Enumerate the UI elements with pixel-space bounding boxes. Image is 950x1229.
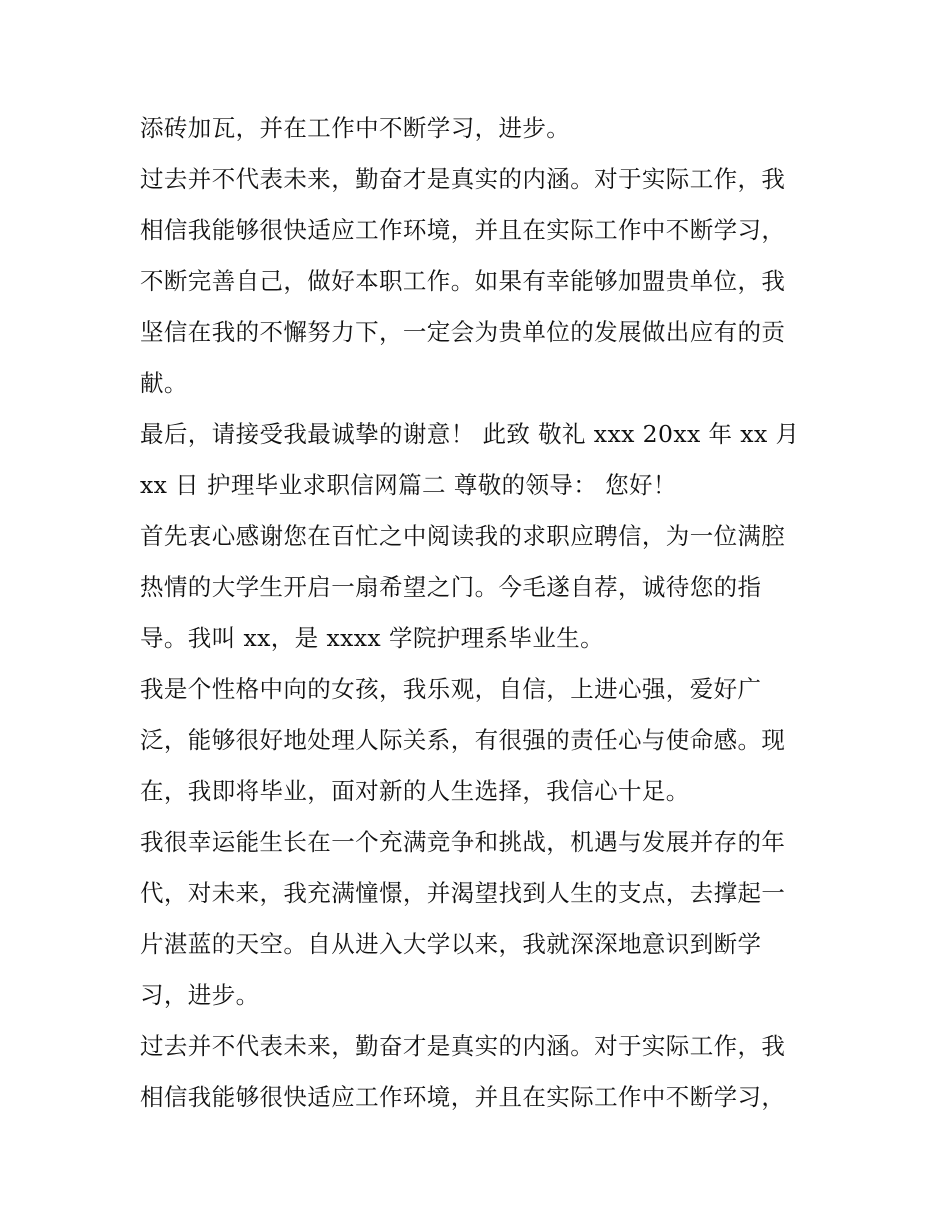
text-line: 我是个性格中向的女孩，我乐观，自信，上进心强，爱好广 <box>140 675 762 703</box>
text-line: 最后，请接受我最诚挚的谢意！ 此致 敬礼 xxx 20xx 年 xx 月 <box>140 420 800 448</box>
text-line: 导。我叫 xx，是 xxxx 学院护理系毕业生。 <box>140 624 605 652</box>
text-line: 首先衷心感谢您在百忙之中阅读我的求职应聘信，为一位满腔 <box>140 522 786 550</box>
text-line: 我很幸运能生长在一个充满竞争和挑战，机遇与发展并存的年 <box>140 828 786 856</box>
document-body <box>140 103 815 1123</box>
text-line: 片湛蓝的天空。自从进入大学以来，我就深深地意识到断学 <box>140 930 762 958</box>
text-line: 添砖加瓦，并在工作中不断学习，进步。 <box>140 114 571 142</box>
text-line: 相信我能够很快适应工作环境，并且在实际工作中不断学习， <box>140 216 786 244</box>
text-line: 泛，能够很好地处理人际关系，有很强的责任心与使命感。现 <box>140 726 786 754</box>
text-line: 习，进步。 <box>140 981 260 1009</box>
text-line: 相信我能够很快适应工作环境，并且在实际工作中不断学习， <box>140 1083 786 1111</box>
text-line: 献。 <box>140 369 188 397</box>
text-line: 不断完善自己，做好本职工作。如果有幸能够加盟贵单位，我 <box>140 267 786 295</box>
text-line: 热情的大学生开启一扇希望之门。今毛遂自荐，诚待您的指 <box>140 573 762 601</box>
text-line: 坚信在我的不懈努力下，一定会为贵单位的发展做出应有的贡 <box>140 318 786 346</box>
text-line: 代，对未来，我充满憧憬，并渴望找到人生的支点，去撑起一 <box>140 879 786 907</box>
text-line: 在，我即将毕业，面对新的人生选择，我信心十足。 <box>140 777 690 805</box>
text-line: xx 日 护理毕业求职信网篇二 尊敬的领导： 您好！ <box>140 471 677 499</box>
text-line: 过去并不代表未来，勤奋才是真实的内涵。对于实际工作，我 <box>140 165 786 193</box>
text-line: 过去并不代表未来，勤奋才是真实的内涵。对于实际工作，我 <box>140 1032 786 1060</box>
